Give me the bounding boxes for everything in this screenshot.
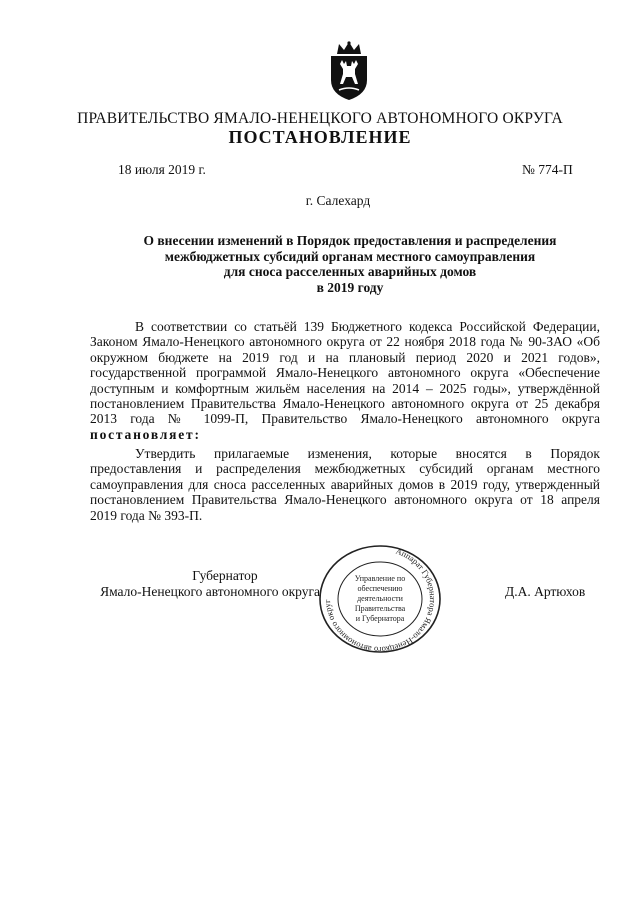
seal-inner-line: деятельности: [357, 594, 403, 603]
seal-inner-line: Правительства: [354, 604, 406, 613]
seal-inner-line: Управление по: [354, 574, 406, 583]
title-line: для сноса расселенных аварийных домов: [223, 264, 477, 279]
title-line: межбюджетных субсидий органам местного самоуправления: [164, 248, 536, 264]
document-city: г. Салехард: [305, 193, 371, 208]
document-title: [90, 233, 610, 295]
body-paragraph-2: Утвердить прилагаемые изменения, которые вносятся в Порядок предоставления и распределения межбюджетных субсидий органам местного самоуправления для сноса расселенных аварийных домов в 2019 году, утвержденный постановлением Правительства Ямало-Ненецкого автономного округа от 18 апреля 2019 года № 393-П.: [90, 446, 600, 523]
position-line-1: Губернатор: [192, 568, 258, 583]
seal-inner-line: и Губернатора: [355, 614, 405, 623]
document-date: 18 июля 2019 г.: [118, 162, 206, 177]
organization-name: ПРАВИТЕЛЬСТВО ЯМАЛО-НЕНЕЦКОГО АВТОНОМНОГО ОКРУГА: [77, 110, 563, 127]
document-number: № 774-П: [522, 162, 573, 177]
document-type: ПОСТАНОВЛЕНИЕ: [228, 127, 412, 147]
position-line-2: Ямало-Ненецкого автономного округа: [100, 584, 320, 599]
seal-inner-line: обеспечению: [357, 584, 403, 593]
official-seal: [315, 543, 445, 655]
body-paragraph-1: [90, 319, 600, 442]
signatory-name: Д.А. Артюхов: [505, 584, 586, 599]
paragraph-1-emphasis: постановляет:: [90, 426, 201, 442]
paragraph-1-text: В соответствии со статьёй 139 Бюджетного кодекса Российской Федерации, Законом Ямало-Ненецкого автономного округа от 22 ноября 2018 года № 90-ЗАО «Об окружном бюджете на 2019 год и на плановый период 2020 и 2021 годов», государственной программой Ямало-Ненецкого автономного округа «Обеспечение доступным и комфортным жильём населения на 2014 – 2025 годы», утверждённой постановлением Правительства Ямало-Ненецкого автономного округа от 25 декабря 2013 года № 1099-П, Правительство Ямало-Ненецкого автономного округа: [90, 319, 600, 427]
seal-outer-text: Аппарат Губернатора Ямало-Ненецкого автономного округ: [321, 545, 439, 655]
title-line: О внесении изменений в Порядок предоставления и распределения: [143, 233, 557, 248]
coat-of-arms-icon: [325, 40, 373, 102]
title-line: в 2019 году: [316, 279, 384, 295]
signatory-position: [90, 568, 320, 600]
